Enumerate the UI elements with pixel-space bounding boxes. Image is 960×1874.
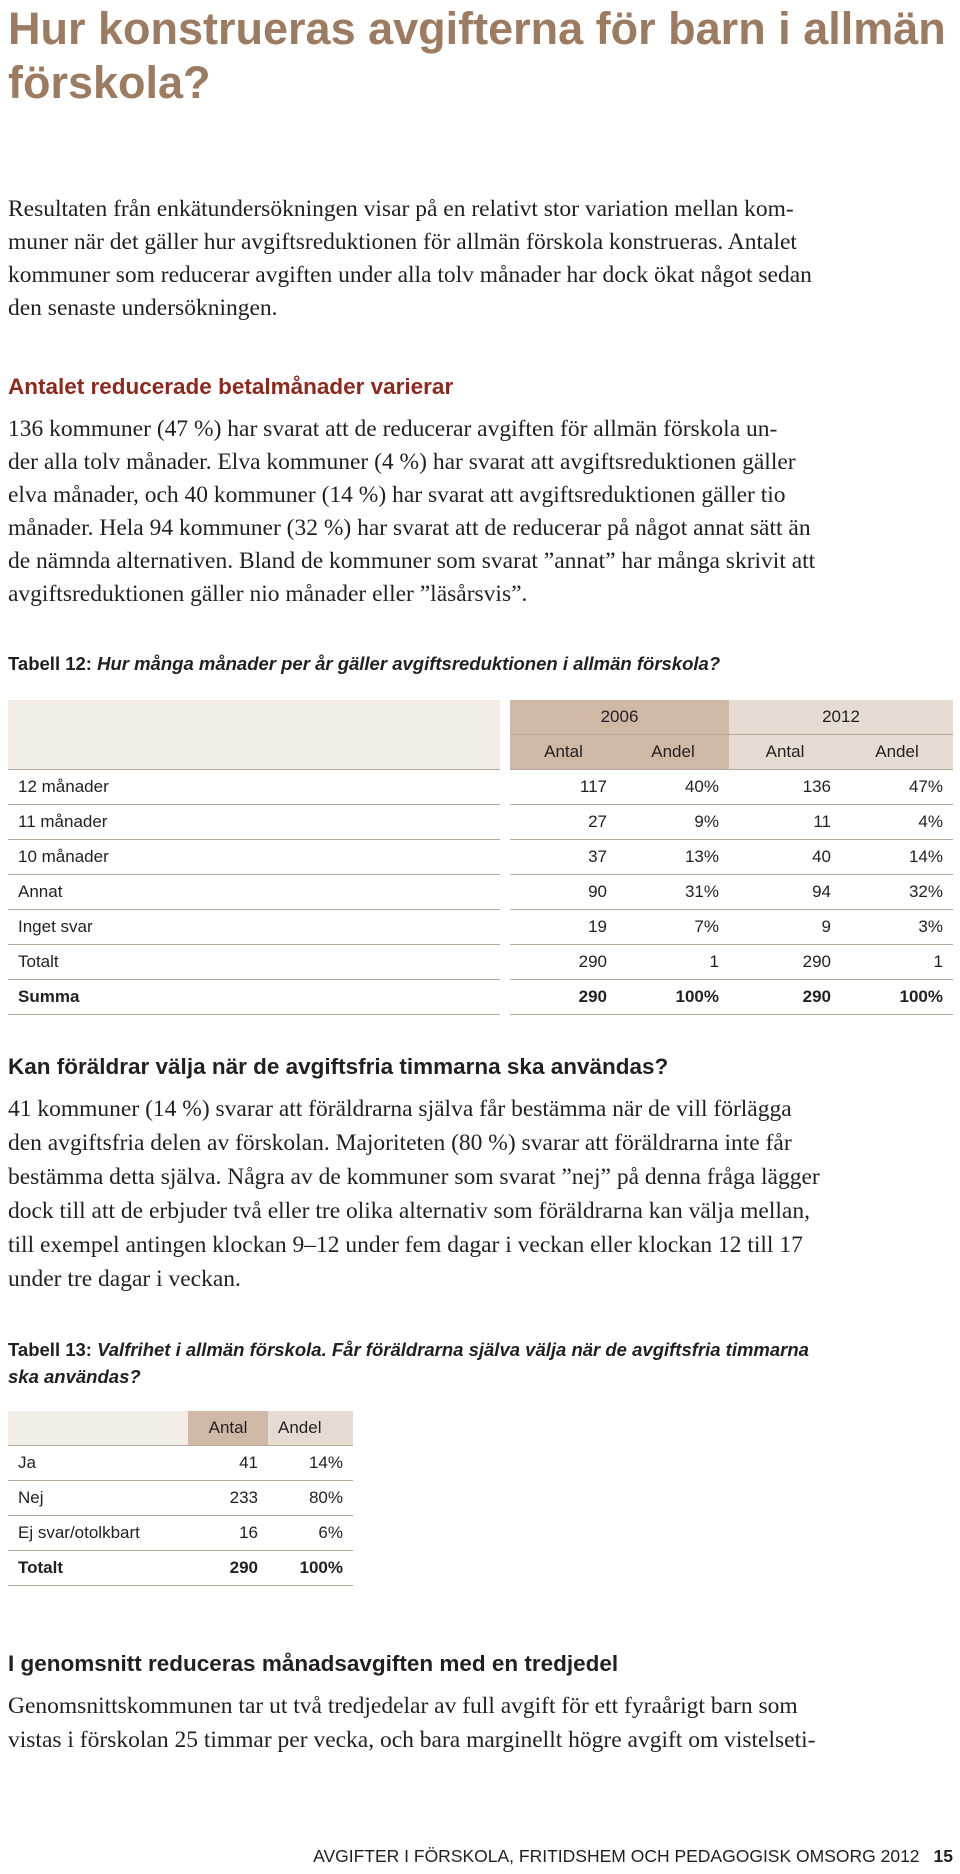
table13-corner	[8, 1411, 188, 1446]
table-row	[8, 840, 953, 875]
footer-text: AVGIFTER I FÖRSKOLA, FRITIDSHEM OCH PEDAGOGISK OMSORG 2012	[313, 1846, 920, 1866]
cell: 290	[505, 945, 617, 980]
table12-subheader-row	[8, 735, 953, 770]
cell: 1	[617, 945, 729, 980]
cell: 41	[188, 1446, 268, 1481]
row-label: Annat	[8, 875, 505, 910]
cell: 290	[729, 980, 841, 1015]
cell: 80%	[268, 1481, 353, 1516]
section1-line-1: 136 kommuner (47 %) har svarat att de reducerar avgiften för allmän förskola un-	[8, 416, 778, 442]
table12-year-2006: 2006	[505, 700, 729, 735]
row-label: Totalt	[8, 945, 505, 980]
section2-line-6: under tre dagar i veckan.	[8, 1266, 241, 1292]
cell: 14%	[841, 840, 953, 875]
section-heading-manadsavgift: I genomsnitt reduceras månadsavgiften med en tredjedel	[8, 1651, 619, 1676]
table-row	[8, 1481, 353, 1516]
row-label: Inget svar	[8, 910, 505, 945]
row-label: 11 månader	[8, 805, 505, 840]
table-row-summa	[8, 980, 953, 1015]
cell: 94	[729, 875, 841, 910]
section-heading-avgiftsfria-timmar: Kan föräldrar välja när de avgiftsfria timmarna ska användas?	[8, 1054, 669, 1079]
table12-corner	[8, 700, 505, 735]
cell: 13%	[617, 840, 729, 875]
table13-title-line1: Valfrihet i allmän förskola. Får föräldrarna själva välja när de avgiftsfria timmarna	[97, 1339, 809, 1360]
page-number: 15	[933, 1846, 953, 1866]
cell: 100%	[617, 980, 729, 1015]
cell: 11	[729, 805, 841, 840]
cell: 233	[188, 1481, 268, 1516]
table12	[8, 700, 953, 1015]
section3-line-2: vistas i förskolan 25 timmar per vecka, och bara marginellt högre avgift om vistelseti-	[8, 1727, 816, 1753]
table13-col-andel: Andel	[268, 1411, 353, 1446]
row-label: Ja	[8, 1446, 188, 1481]
table-row	[8, 805, 953, 840]
section2-line-5: till exempel antingen klockan 9–12 under fem dagar i veckan eller klockan 12 till 17	[8, 1232, 803, 1258]
table13-label: Tabell 13:	[8, 1339, 92, 1360]
cell: 100%	[841, 980, 953, 1015]
cell: 16	[188, 1516, 268, 1551]
table-row	[8, 770, 953, 805]
section1-line-3: elva månader, och 40 kommuner (14 %) har svarat att avgiftsreduktionen gäller tio	[8, 482, 786, 508]
cell: 6%	[268, 1516, 353, 1551]
table12-col-antal-2012: Antal	[729, 735, 841, 770]
section2-line-4: dock till att de erbjuder två eller tre olika alternativ som föräldrarna kan välja mellan,	[8, 1198, 810, 1224]
row-label: Nej	[8, 1481, 188, 1516]
table13-col-antal: Antal	[188, 1411, 268, 1446]
table13-title-line2: ska användas?	[8, 1366, 141, 1387]
cell: 9	[729, 910, 841, 945]
cell: 40	[729, 840, 841, 875]
table12-corner-lower	[8, 735, 505, 770]
cell: 290	[188, 1551, 268, 1586]
cell: 32%	[841, 875, 953, 910]
row-label: Summa	[8, 980, 505, 1015]
cell: 47%	[841, 770, 953, 805]
table12-col-andel-2012: Andel	[841, 735, 953, 770]
section3-line-1: Genomsnittskommunen tar ut två tredjedelar av full avgift för ett fyraårigt barn som	[8, 1693, 798, 1719]
section1-line-2: der alla tolv månader. Elva kommuner (4 %) har svarat att avgiftsreduktionen gäller	[8, 449, 796, 475]
table12-year-row	[8, 700, 953, 735]
cell: 31%	[617, 875, 729, 910]
cell: 9%	[617, 805, 729, 840]
section2-line-2: den avgiftsfria delen av förskolan. Majoriteten (80 %) svarar att föräldrarna inte får	[8, 1130, 792, 1156]
table-row-totalt	[8, 1551, 353, 1586]
section1-line-5: de nämnda alternativen. Bland de kommuner som svarat ”annat” har många skrivit att	[8, 548, 816, 574]
table13-header-row	[8, 1411, 353, 1446]
row-label: 10 månader	[8, 840, 505, 875]
table12-label: Tabell 12:	[8, 653, 92, 674]
cell: 27	[505, 805, 617, 840]
table-row	[8, 1446, 353, 1481]
section2-line-1: 41 kommuner (14 %) svarar att föräldrarna själva får bestämma när de vill förlägga	[8, 1096, 792, 1122]
cell: 1	[841, 945, 953, 980]
cell: 4%	[841, 805, 953, 840]
cell: 90	[505, 875, 617, 910]
cell: 117	[505, 770, 617, 805]
cell: 19	[505, 910, 617, 945]
table-row	[8, 1516, 353, 1551]
table-row	[8, 945, 953, 980]
row-label: Ej svar/otolkbart	[8, 1516, 188, 1551]
row-label: Totalt	[8, 1551, 188, 1586]
table-row	[8, 910, 953, 945]
table12-year-2012: 2012	[729, 700, 953, 735]
table13	[8, 1411, 353, 1586]
cell: 100%	[268, 1551, 353, 1586]
cell: 40%	[617, 770, 729, 805]
section1-line-6: avgiftsreduktionen gäller nio månader eller ”läsårsvis”.	[8, 581, 528, 607]
table12-caption	[8, 650, 948, 677]
table-row	[8, 875, 953, 910]
cell: 290	[729, 945, 841, 980]
table12-col-andel-2006: Andel	[617, 735, 729, 770]
page-footer	[8, 1846, 953, 1867]
section1-line-4: månader. Hela 94 kommuner (32 %) har svarat att de reducerar på något annat sätt än	[8, 515, 811, 541]
table12-title: Hur många månader per år gäller avgiftsreduktionen i allmän förskola?	[97, 653, 721, 674]
row-label: 12 månader	[8, 770, 505, 805]
table13-caption	[8, 1336, 948, 1390]
intro-line-2: muner när det gäller hur avgiftsreduktionen för allmän förskola konstrueras. Antalet	[8, 229, 797, 255]
cell: 14%	[268, 1446, 353, 1481]
cell: 3%	[841, 910, 953, 945]
table12-col-antal-2006: Antal	[505, 735, 617, 770]
intro-line-3: kommuner som reducerar avgiften under alla tolv månader har dock ökat något sedan	[8, 262, 812, 288]
cell: 37	[505, 840, 617, 875]
section-heading-betalmanader: Antalet reducerade betalmånader varierar	[8, 374, 454, 399]
cell: 136	[729, 770, 841, 805]
cell: 290	[505, 980, 617, 1015]
intro-line-1: Resultaten från enkätundersökningen visar på en relativt stor variation mellan kom-	[8, 196, 794, 222]
cell: 7%	[617, 910, 729, 945]
section2-line-3: bestämma detta själva. Några av de kommuner som svarat ”nej” på denna fråga lägger	[8, 1164, 820, 1190]
page-title: Hur konstrueras avgifterna för barn i allmän förskola?	[8, 3, 946, 108]
intro-line-4: den senaste undersökningen.	[8, 295, 278, 321]
